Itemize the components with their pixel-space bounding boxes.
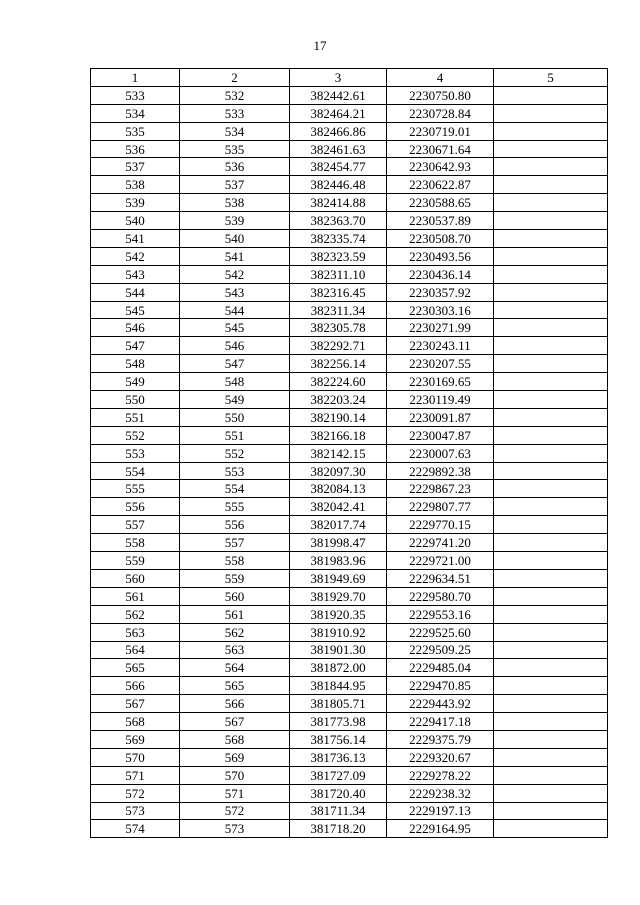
x-coordinate-cell: 382442.61	[290, 86, 387, 104]
x-coordinate-cell: 381920.35	[290, 605, 387, 623]
note-cell	[494, 713, 608, 731]
note-cell	[494, 462, 608, 480]
table-row	[91, 498, 608, 516]
note-cell	[494, 587, 608, 605]
x-coordinate-cell: 382461.63	[290, 140, 387, 158]
table-row	[91, 337, 608, 355]
table-row	[91, 122, 608, 140]
table-row	[91, 766, 608, 784]
table-row	[91, 194, 608, 212]
table-row	[91, 605, 608, 623]
point-number-cell: 540	[91, 212, 180, 230]
prev-point-cell: 536	[180, 158, 290, 176]
point-number-cell: 565	[91, 659, 180, 677]
note-cell	[494, 444, 608, 462]
table-row	[91, 104, 608, 122]
page-number: 17	[313, 38, 327, 53]
note-cell	[494, 659, 608, 677]
table-row	[91, 176, 608, 194]
point-number-cell: 547	[91, 337, 180, 355]
y-coordinate-cell: 2229553.16	[387, 605, 494, 623]
y-coordinate-cell: 2230671.64	[387, 140, 494, 158]
prev-point-cell: 554	[180, 480, 290, 498]
prev-point-cell: 572	[180, 802, 290, 820]
y-coordinate-cell: 2229580.70	[387, 587, 494, 605]
table-row	[91, 802, 608, 820]
table-row	[91, 140, 608, 158]
point-number-cell: 560	[91, 569, 180, 587]
prev-point-cell: 541	[180, 247, 290, 265]
point-number-cell: 562	[91, 605, 180, 623]
x-coordinate-cell: 382466.86	[290, 122, 387, 140]
note-cell	[494, 122, 608, 140]
point-number-cell: 564	[91, 641, 180, 659]
table-row	[91, 569, 608, 587]
y-coordinate-cell: 2230728.84	[387, 104, 494, 122]
prev-point-cell: 540	[180, 230, 290, 248]
prev-point-cell: 564	[180, 659, 290, 677]
point-number-cell: 541	[91, 230, 180, 248]
table-row	[91, 677, 608, 695]
point-number-cell: 566	[91, 677, 180, 695]
y-coordinate-cell: 2230303.16	[387, 301, 494, 319]
x-coordinate-cell: 382097.30	[290, 462, 387, 480]
y-coordinate-cell: 2230007.63	[387, 444, 494, 462]
prev-point-cell: 566	[180, 695, 290, 713]
point-number-cell: 570	[91, 748, 180, 766]
note-cell	[494, 373, 608, 391]
table-row	[91, 480, 608, 498]
point-number-cell: 567	[91, 695, 180, 713]
prev-point-cell: 551	[180, 426, 290, 444]
x-coordinate-cell: 382454.77	[290, 158, 387, 176]
note-cell	[494, 695, 608, 713]
point-number-cell: 573	[91, 802, 180, 820]
table-row	[91, 373, 608, 391]
prev-point-cell: 561	[180, 605, 290, 623]
y-coordinate-cell: 2230622.87	[387, 176, 494, 194]
y-coordinate-cell: 2229867.23	[387, 480, 494, 498]
x-coordinate-cell: 381901.30	[290, 641, 387, 659]
y-coordinate-cell: 2230207.55	[387, 355, 494, 373]
y-coordinate-cell: 2230642.93	[387, 158, 494, 176]
x-coordinate-cell: 382292.71	[290, 337, 387, 355]
table-row	[91, 212, 608, 230]
prev-point-cell: 569	[180, 748, 290, 766]
y-coordinate-cell: 2230271.99	[387, 319, 494, 337]
note-cell	[494, 355, 608, 373]
x-coordinate-cell: 382323.59	[290, 247, 387, 265]
y-coordinate-cell: 2230508.70	[387, 230, 494, 248]
x-coordinate-cell: 381949.69	[290, 569, 387, 587]
x-coordinate-cell: 382311.10	[290, 265, 387, 283]
x-coordinate-cell: 382311.34	[290, 301, 387, 319]
note-cell	[494, 820, 608, 838]
point-number-cell: 545	[91, 301, 180, 319]
note-cell	[494, 641, 608, 659]
note-cell	[494, 677, 608, 695]
prev-point-cell: 533	[180, 104, 290, 122]
x-coordinate-cell: 382363.70	[290, 212, 387, 230]
y-coordinate-cell: 2230243.11	[387, 337, 494, 355]
y-coordinate-cell: 2229417.18	[387, 713, 494, 731]
note-cell	[494, 176, 608, 194]
prev-point-cell: 549	[180, 391, 290, 409]
x-coordinate-cell: 382224.60	[290, 373, 387, 391]
table-row	[91, 247, 608, 265]
table-body	[91, 86, 608, 837]
point-number-cell: 551	[91, 408, 180, 426]
prev-point-cell: 556	[180, 516, 290, 534]
y-coordinate-cell: 2230537.89	[387, 212, 494, 230]
y-coordinate-cell: 2230357.92	[387, 283, 494, 301]
x-coordinate-cell: 382017.74	[290, 516, 387, 534]
x-coordinate-cell: 381929.70	[290, 587, 387, 605]
table-row	[91, 534, 608, 552]
note-cell	[494, 104, 608, 122]
y-coordinate-cell: 2229320.67	[387, 748, 494, 766]
column-header-4: 4	[387, 69, 494, 87]
prev-point-cell: 545	[180, 319, 290, 337]
y-coordinate-cell: 2229375.79	[387, 730, 494, 748]
column-header-3: 3	[290, 69, 387, 87]
coordinates-table	[90, 68, 608, 838]
x-coordinate-cell: 381736.13	[290, 748, 387, 766]
table-row	[91, 283, 608, 301]
table-row	[91, 748, 608, 766]
prev-point-cell: 552	[180, 444, 290, 462]
prev-point-cell: 535	[180, 140, 290, 158]
table-row	[91, 301, 608, 319]
y-coordinate-cell: 2230047.87	[387, 426, 494, 444]
point-number-cell: 536	[91, 140, 180, 158]
x-coordinate-cell: 381720.40	[290, 784, 387, 802]
note-cell	[494, 391, 608, 409]
note-cell	[494, 766, 608, 784]
point-number-cell: 558	[91, 534, 180, 552]
x-coordinate-cell: 381711.34	[290, 802, 387, 820]
note-cell	[494, 802, 608, 820]
note-cell	[494, 140, 608, 158]
prev-point-cell: 555	[180, 498, 290, 516]
x-coordinate-cell: 382335.74	[290, 230, 387, 248]
x-coordinate-cell: 382305.78	[290, 319, 387, 337]
point-number-cell: 539	[91, 194, 180, 212]
x-coordinate-cell: 382464.21	[290, 104, 387, 122]
prev-point-cell: 567	[180, 713, 290, 731]
y-coordinate-cell: 2230719.01	[387, 122, 494, 140]
table-row	[91, 587, 608, 605]
prev-point-cell: 563	[180, 641, 290, 659]
column-header-2: 2	[180, 69, 290, 87]
prev-point-cell: 565	[180, 677, 290, 695]
point-number-cell: 563	[91, 623, 180, 641]
prev-point-cell: 553	[180, 462, 290, 480]
point-number-cell: 571	[91, 766, 180, 784]
table-row	[91, 426, 608, 444]
table-row	[91, 623, 608, 641]
note-cell	[494, 337, 608, 355]
table-row	[91, 641, 608, 659]
note-cell	[494, 158, 608, 176]
y-coordinate-cell: 2229278.22	[387, 766, 494, 784]
y-coordinate-cell: 2230436.14	[387, 265, 494, 283]
point-number-cell: 550	[91, 391, 180, 409]
column-header-1: 1	[91, 69, 180, 87]
y-coordinate-cell: 2229509.25	[387, 641, 494, 659]
point-number-cell: 549	[91, 373, 180, 391]
point-number-cell: 534	[91, 104, 180, 122]
x-coordinate-cell: 382042.41	[290, 498, 387, 516]
x-coordinate-cell: 381910.92	[290, 623, 387, 641]
prev-point-cell: 548	[180, 373, 290, 391]
prev-point-cell: 560	[180, 587, 290, 605]
y-coordinate-cell: 2229770.15	[387, 516, 494, 534]
table-row	[91, 158, 608, 176]
point-number-cell: 538	[91, 176, 180, 194]
prev-point-cell: 571	[180, 784, 290, 802]
note-cell	[494, 498, 608, 516]
x-coordinate-cell: 382166.18	[290, 426, 387, 444]
prev-point-cell: 546	[180, 337, 290, 355]
point-number-cell: 535	[91, 122, 180, 140]
table-row	[91, 695, 608, 713]
table-row	[91, 444, 608, 462]
table-row	[91, 713, 608, 731]
table-row	[91, 552, 608, 570]
table-row	[91, 730, 608, 748]
note-cell	[494, 247, 608, 265]
note-cell	[494, 426, 608, 444]
y-coordinate-cell: 2229443.92	[387, 695, 494, 713]
point-number-cell: 552	[91, 426, 180, 444]
y-coordinate-cell: 2229892.38	[387, 462, 494, 480]
y-coordinate-cell: 2230750.80	[387, 86, 494, 104]
prev-point-cell: 570	[180, 766, 290, 784]
point-number-cell: 559	[91, 552, 180, 570]
x-coordinate-cell: 382084.13	[290, 480, 387, 498]
point-number-cell: 546	[91, 319, 180, 337]
x-coordinate-cell: 381983.96	[290, 552, 387, 570]
point-number-cell: 537	[91, 158, 180, 176]
y-coordinate-cell: 2229807.77	[387, 498, 494, 516]
table-row	[91, 408, 608, 426]
point-number-cell: 574	[91, 820, 180, 838]
table-row	[91, 659, 608, 677]
note-cell	[494, 623, 608, 641]
x-coordinate-cell: 382256.14	[290, 355, 387, 373]
point-number-cell: 553	[91, 444, 180, 462]
note-cell	[494, 552, 608, 570]
y-coordinate-cell: 2230493.56	[387, 247, 494, 265]
prev-point-cell: 532	[180, 86, 290, 104]
note-cell	[494, 301, 608, 319]
note-cell	[494, 784, 608, 802]
y-coordinate-cell: 2229741.20	[387, 534, 494, 552]
note-cell	[494, 516, 608, 534]
point-number-cell: 548	[91, 355, 180, 373]
point-number-cell: 572	[91, 784, 180, 802]
note-cell	[494, 212, 608, 230]
note-cell	[494, 230, 608, 248]
x-coordinate-cell: 381805.71	[290, 695, 387, 713]
prev-point-cell: 573	[180, 820, 290, 838]
note-cell	[494, 283, 608, 301]
y-coordinate-cell: 2229164.95	[387, 820, 494, 838]
point-number-cell: 543	[91, 265, 180, 283]
y-coordinate-cell: 2229525.60	[387, 623, 494, 641]
note-cell	[494, 605, 608, 623]
note-cell	[494, 319, 608, 337]
prev-point-cell: 544	[180, 301, 290, 319]
point-number-cell: 542	[91, 247, 180, 265]
table-row	[91, 462, 608, 480]
x-coordinate-cell: 382203.24	[290, 391, 387, 409]
x-coordinate-cell: 382414.88	[290, 194, 387, 212]
point-number-cell: 556	[91, 498, 180, 516]
table-row	[91, 391, 608, 409]
point-number-cell: 557	[91, 516, 180, 534]
x-coordinate-cell: 382316.45	[290, 283, 387, 301]
table-row	[91, 355, 608, 373]
x-coordinate-cell: 381998.47	[290, 534, 387, 552]
prev-point-cell: 558	[180, 552, 290, 570]
y-coordinate-cell: 2229470.85	[387, 677, 494, 695]
point-number-cell: 561	[91, 587, 180, 605]
table-row	[91, 784, 608, 802]
prev-point-cell: 547	[180, 355, 290, 373]
prev-point-cell: 542	[180, 265, 290, 283]
table-row	[91, 230, 608, 248]
point-number-cell: 569	[91, 730, 180, 748]
x-coordinate-cell: 381718.20	[290, 820, 387, 838]
note-cell	[494, 480, 608, 498]
table-row	[91, 319, 608, 337]
x-coordinate-cell: 382446.48	[290, 176, 387, 194]
y-coordinate-cell: 2229721.00	[387, 552, 494, 570]
x-coordinate-cell: 381844.95	[290, 677, 387, 695]
x-coordinate-cell: 381756.14	[290, 730, 387, 748]
prev-point-cell: 537	[180, 176, 290, 194]
column-header-5: 5	[494, 69, 608, 87]
y-coordinate-cell: 2229485.04	[387, 659, 494, 677]
note-cell	[494, 408, 608, 426]
note-cell	[494, 748, 608, 766]
y-coordinate-cell: 2230588.65	[387, 194, 494, 212]
y-coordinate-cell: 2229197.13	[387, 802, 494, 820]
note-cell	[494, 194, 608, 212]
prev-point-cell: 557	[180, 534, 290, 552]
x-coordinate-cell: 381773.98	[290, 713, 387, 731]
prev-point-cell: 550	[180, 408, 290, 426]
y-coordinate-cell: 2229634.51	[387, 569, 494, 587]
point-number-cell: 568	[91, 713, 180, 731]
prev-point-cell: 543	[180, 283, 290, 301]
prev-point-cell: 562	[180, 623, 290, 641]
y-coordinate-cell: 2229238.32	[387, 784, 494, 802]
note-cell	[494, 569, 608, 587]
prev-point-cell: 568	[180, 730, 290, 748]
table-header-row	[91, 69, 608, 87]
x-coordinate-cell: 381872.00	[290, 659, 387, 677]
note-cell	[494, 534, 608, 552]
table-row	[91, 86, 608, 104]
y-coordinate-cell: 2230091.87	[387, 408, 494, 426]
prev-point-cell: 534	[180, 122, 290, 140]
prev-point-cell: 538	[180, 194, 290, 212]
x-coordinate-cell: 381727.09	[290, 766, 387, 784]
point-number-cell: 554	[91, 462, 180, 480]
prev-point-cell: 559	[180, 569, 290, 587]
prev-point-cell: 539	[180, 212, 290, 230]
table-row	[91, 516, 608, 534]
note-cell	[494, 86, 608, 104]
table-row	[91, 820, 608, 838]
table-row	[91, 265, 608, 283]
x-coordinate-cell: 382190.14	[290, 408, 387, 426]
point-number-cell: 533	[91, 86, 180, 104]
y-coordinate-cell: 2230119.49	[387, 391, 494, 409]
note-cell	[494, 265, 608, 283]
x-coordinate-cell: 382142.15	[290, 444, 387, 462]
point-number-cell: 544	[91, 283, 180, 301]
note-cell	[494, 730, 608, 748]
y-coordinate-cell: 2230169.65	[387, 373, 494, 391]
point-number-cell: 555	[91, 480, 180, 498]
